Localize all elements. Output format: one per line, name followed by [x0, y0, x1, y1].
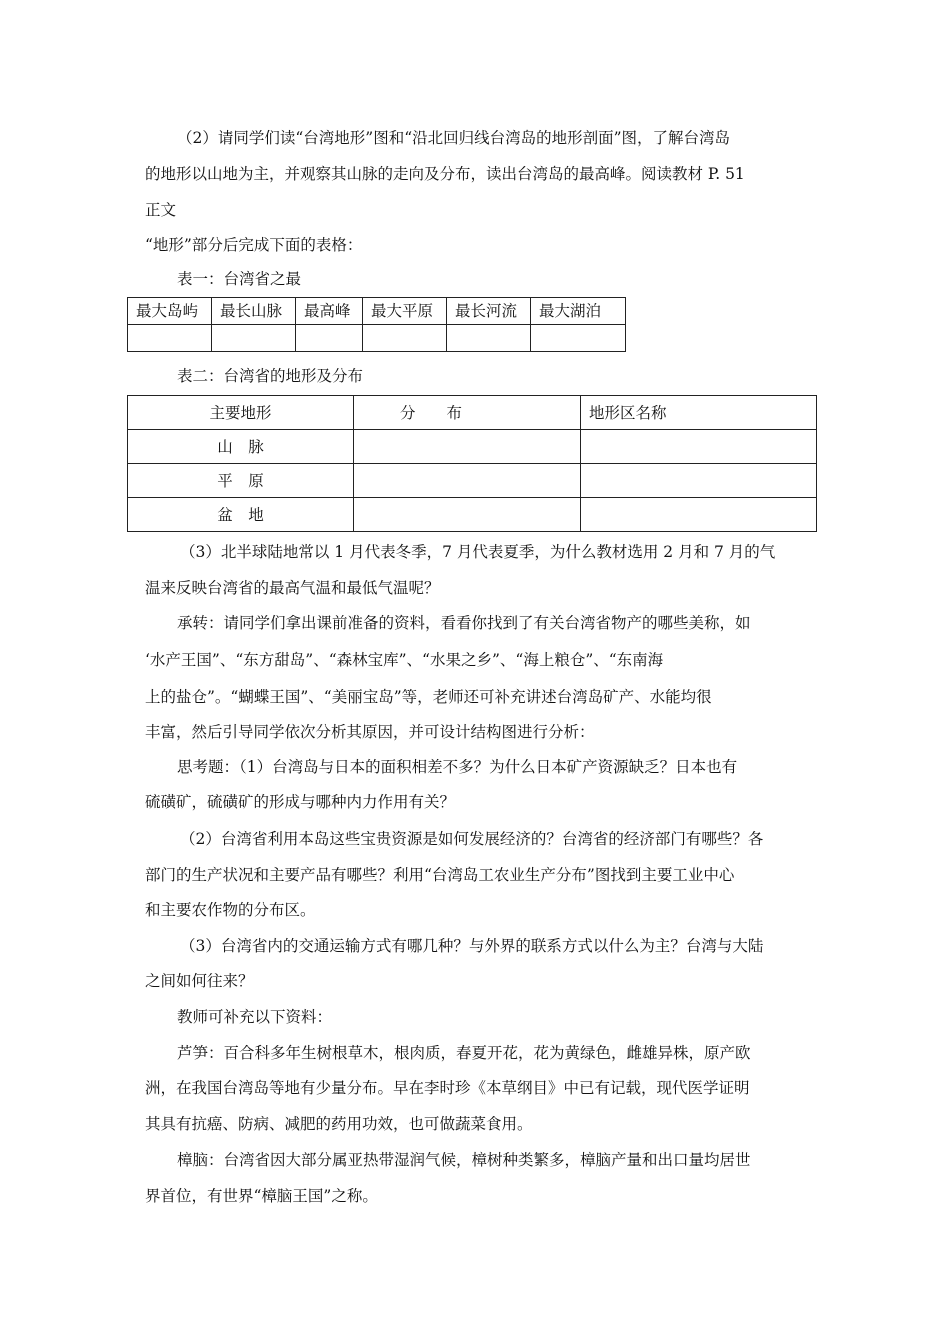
paragraph-line: 思考题：（1）台湾岛与日本的面积相差不多？为什么日本矿产资源缺乏？日本也有	[177, 758, 738, 776]
paragraph-line: 的地形以山地为主，并观察其山脉的走向及分布，读出台湾岛的最高峰。阅读教材 P. 51	[145, 165, 745, 183]
paragraph-line: 温来反映台湾省的最高气温和最低气温呢？	[145, 579, 440, 597]
table-header-cell: 最长山脉	[212, 298, 296, 325]
table-cell	[581, 430, 817, 464]
table-header-cell: 最大湖泊	[531, 298, 626, 325]
paragraph-line: 和主要农作物的分布区。	[145, 901, 316, 919]
table-taiwan-superlatives	[127, 297, 626, 352]
table-cell-terrain: 平 原	[128, 464, 354, 498]
paragraph-line: 洲，在我国台湾岛等地有少量分布。早在李时珍《本草纲目》中已有记载，现代医学证明	[145, 1079, 750, 1097]
paragraph-line: 界首位，有世界“樟脑王国”之称。	[145, 1187, 378, 1205]
table-cell	[354, 498, 581, 532]
paragraph-line: 承转：请同学们拿出课前准备的资料，看看你找到了有关台湾省物产的哪些美称，如	[177, 614, 751, 632]
paragraph-line: 正文	[145, 201, 177, 219]
paragraph-line: 之间如何往来？	[145, 972, 254, 990]
table-cell	[128, 325, 212, 352]
table-header-cell: 最高峰	[296, 298, 363, 325]
table-cell	[354, 464, 581, 498]
paragraph-line: （2）台湾省利用本岛这些宝贵资源是如何发展经济的？台湾省的经济部门有哪些？各	[180, 830, 764, 848]
paragraph-line: （3）台湾省内的交通运输方式有哪几种？与外界的联系方式以什么为主？台湾与大陆	[180, 937, 764, 955]
table-cell	[447, 325, 531, 352]
paragraph-line: 樟脑：台湾省因大部分属亚热带湿润气候，樟树种类繁多，樟脑产量和出口量均居世	[177, 1151, 751, 1169]
table-cell-terrain: 盆 地	[128, 498, 354, 532]
table-row	[128, 430, 817, 464]
table-header-cell: 最大平原	[363, 298, 447, 325]
paragraph-line: “地形”部分后完成下面的表格：	[145, 236, 363, 254]
paragraph-line: 丰富，然后引导同学依次分析其原因，并可设计结构图进行分析：	[145, 723, 595, 741]
table-row	[128, 498, 817, 532]
table-taiwan-terrain	[127, 395, 817, 532]
table-cell-terrain: 山 脉	[128, 430, 354, 464]
table2-caption: 表二：台湾省的地形及分布	[177, 367, 364, 385]
table-header-cell: 主要地形	[128, 396, 354, 430]
paragraph-line: ‘水产王国”、“东方甜岛”、“森林宝库”、“水果之乡”、“海上粮仓”、“东南海	[145, 651, 664, 669]
table-cell	[296, 325, 363, 352]
table-cell	[363, 325, 447, 352]
paragraph-line: 芦笋：百合科多年生树根草木，根肉质，春夏开花，花为黄绿色，雌雄异株，原产欧	[177, 1044, 751, 1062]
table-header-row	[128, 298, 626, 325]
table1-caption: 表一：台湾省之最	[177, 270, 302, 288]
paragraph-line: 教师可补充以下资料：	[177, 1008, 333, 1026]
paragraph-line: 上的盐仓”。“蝴蝶王国”、“美丽宝岛”等，老师还可补充讲述台湾岛矿产、水能均很	[145, 688, 712, 706]
table-header-cell: 最大岛屿	[128, 298, 212, 325]
paragraph-line: （3）北半球陆地常以 1 月代表冬季，7 月代表夏季，为什么教材选用 2 月和 7 月的气	[180, 543, 776, 561]
table-cell	[212, 325, 296, 352]
table-row	[128, 464, 817, 498]
table-header-row	[128, 396, 817, 430]
paragraph-line: 部门的生产状况和主要产品有哪些？利用“台湾岛工农业生产分布”图找到主要工业中心	[145, 866, 735, 884]
paragraph-line: 其具有抗癌、防病、减肥的药用功效，也可做蔬菜食用。	[145, 1115, 533, 1133]
table-cell	[354, 430, 581, 464]
table-header-cell: 分 布	[354, 396, 581, 430]
table-cell	[581, 464, 817, 498]
table-cell	[581, 498, 817, 532]
table-header-cell: 最长河流	[447, 298, 531, 325]
table-row	[128, 325, 626, 352]
table-header-cell: 地形区名称	[581, 396, 817, 430]
table-cell	[531, 325, 626, 352]
paragraph-line: 硫磺矿，硫磺矿的形成与哪种内力作用有关？	[145, 793, 456, 811]
paragraph-line: （2）请同学们读“台湾地形”图和“沿北回归线台湾岛的地形剖面”图，了解台湾岛	[177, 129, 731, 147]
